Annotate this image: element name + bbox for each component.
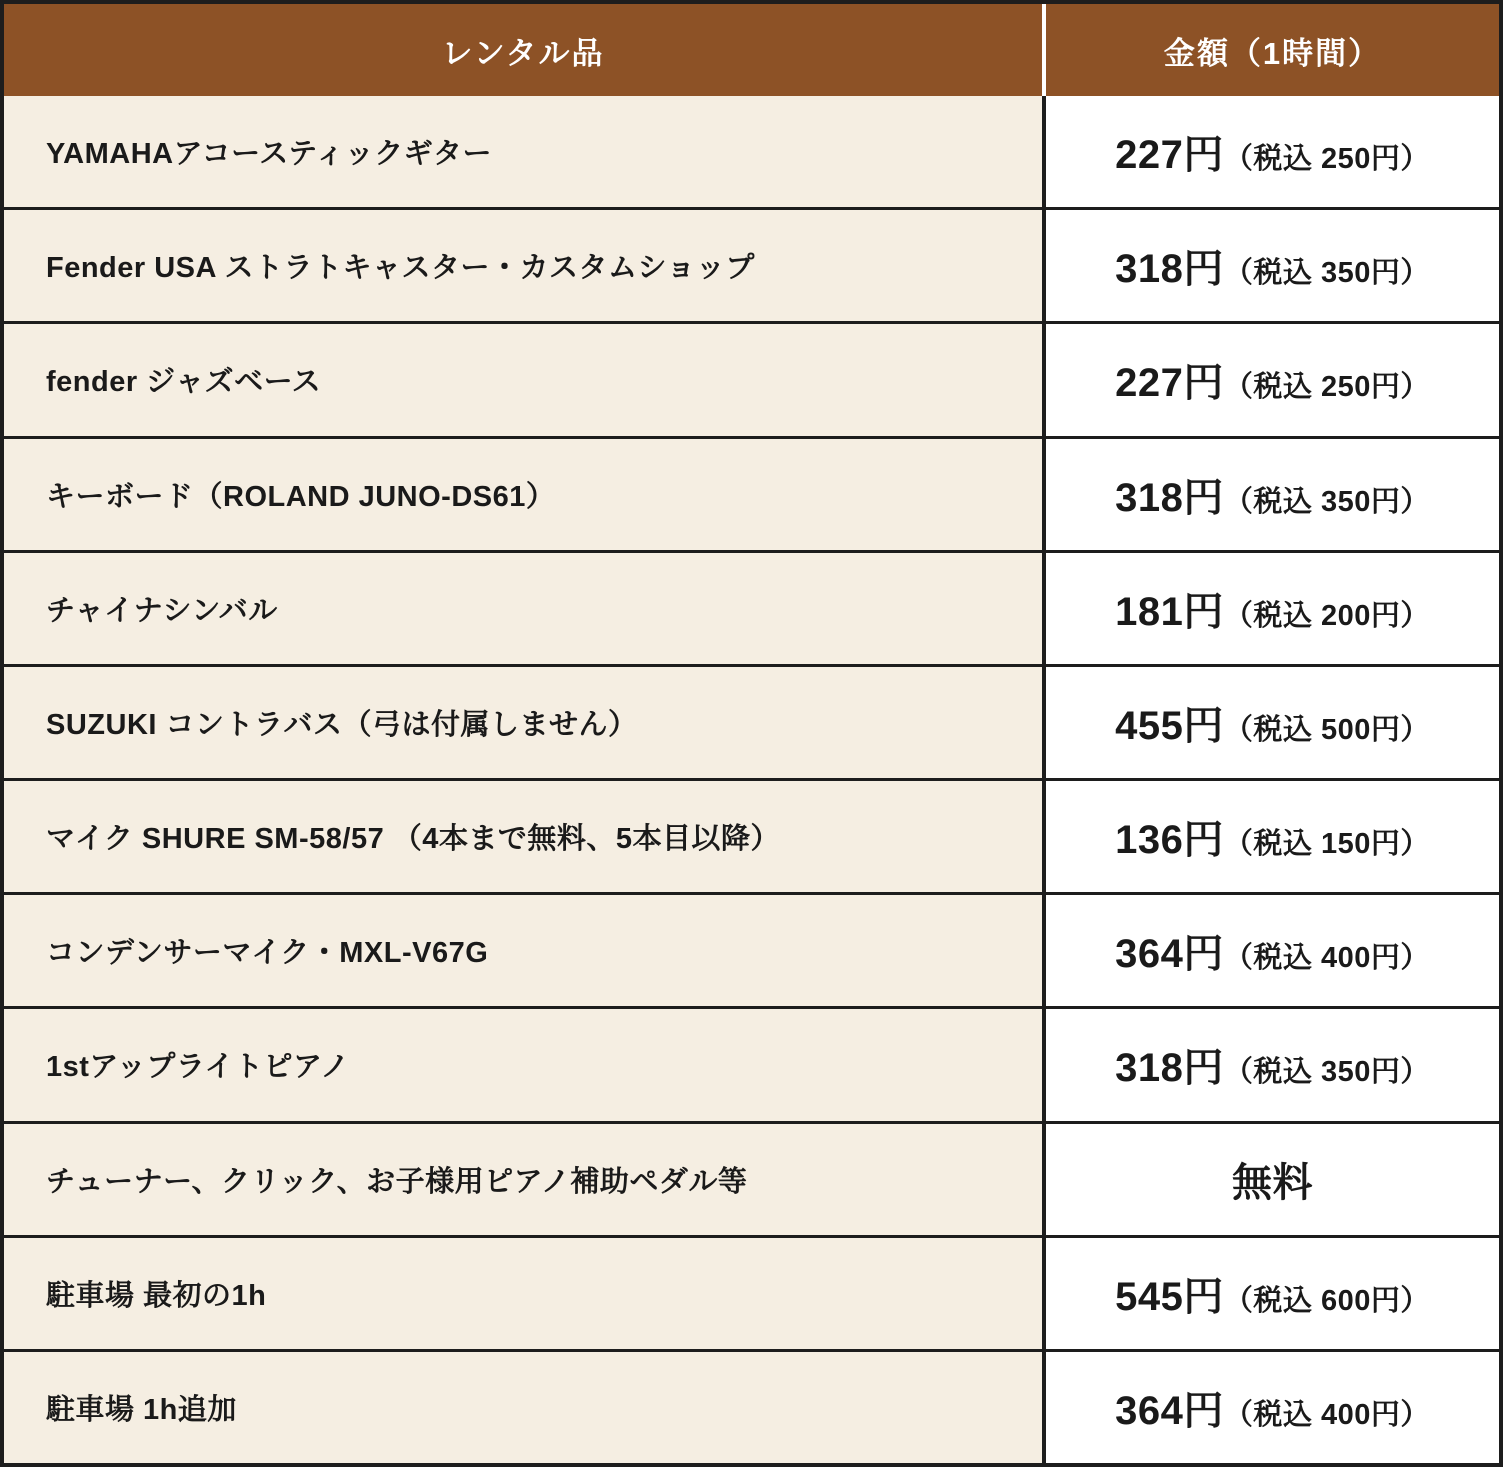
price-cell	[1042, 553, 1499, 664]
price-tax-included: （税込 150円）	[1223, 828, 1430, 861]
item-name-cell: マイク SHURE SM-58/57 （4本まで無料、5本目以降）	[4, 781, 1042, 892]
item-name-cell: 1stアップライトピアノ	[4, 1009, 1042, 1120]
price-cell	[1042, 667, 1499, 778]
price-amount: 227円	[1115, 361, 1224, 406]
price-tax-included: （税込 350円）	[1223, 1056, 1430, 1089]
header-price-column: 金額（1時間）	[1042, 4, 1499, 96]
price-tax-included: （税込 250円）	[1223, 143, 1430, 176]
item-name-cell: チャイナシンバル	[4, 553, 1042, 664]
price-tax-included: （税込 600円）	[1223, 1284, 1430, 1317]
table-row	[4, 892, 1499, 1006]
price-amount: 318円	[1115, 1046, 1224, 1091]
price-tax-included: （税込 350円）	[1223, 485, 1430, 518]
item-name-cell: fender ジャズベース	[4, 324, 1042, 435]
price-tax-included: （税込 250円）	[1223, 371, 1430, 404]
price-cell	[1042, 96, 1499, 207]
price-tax-included: （税込 200円）	[1223, 599, 1430, 632]
price-amount: 136円	[1115, 818, 1224, 863]
table-row	[4, 664, 1499, 778]
price-amount: 318円	[1115, 475, 1224, 520]
price-cell	[1042, 895, 1499, 1006]
table-row	[4, 436, 1499, 550]
table-row	[4, 1235, 1499, 1349]
price-cell	[1042, 210, 1499, 321]
price-amount: 227円	[1115, 133, 1224, 178]
price-amount: 181円	[1115, 589, 1224, 634]
price-amount: 455円	[1115, 703, 1224, 748]
price-amount: 364円	[1115, 932, 1224, 977]
price-cell	[1042, 1352, 1499, 1463]
table-body	[4, 96, 1499, 1463]
price-tax-included: （税込 400円）	[1223, 1398, 1430, 1431]
table-row	[4, 1349, 1499, 1463]
item-name-cell: コンデンサーマイク・MXL-V67G	[4, 895, 1042, 1006]
price-cell	[1042, 324, 1499, 435]
price-tax-included: （税込 400円）	[1223, 942, 1430, 975]
item-name-cell: YAMAHAアコースティックギター	[4, 96, 1042, 207]
table-row	[4, 321, 1499, 435]
price-tax-included: （税込 500円）	[1223, 713, 1430, 746]
price-cell	[1042, 1009, 1499, 1120]
item-name-cell: チューナー、クリック、お子様用ピアノ補助ペダル等	[4, 1124, 1042, 1235]
table-row	[4, 207, 1499, 321]
item-name-cell: 駐車場 1h追加	[4, 1352, 1042, 1463]
item-name-cell: Fender USA ストラトキャスター・カスタムショップ	[4, 210, 1042, 321]
header-item-column: レンタル品	[441, 35, 605, 71]
price-amount: 545円	[1115, 1274, 1224, 1319]
table-row	[4, 96, 1499, 207]
price-cell	[1042, 781, 1499, 892]
item-name-cell: キーボード（ROLAND JUNO-DS61）	[4, 439, 1042, 550]
price-amount: 無料	[1232, 1160, 1313, 1205]
table-row	[4, 1121, 1499, 1235]
table-header-row	[4, 4, 1499, 96]
price-amount: 318円	[1115, 247, 1224, 292]
price-cell	[1042, 1238, 1499, 1349]
table-row	[4, 778, 1499, 892]
price-cell	[1042, 439, 1499, 550]
table-row	[4, 550, 1499, 664]
item-name-cell: SUZUKI コントラバス（弓は付属しません）	[4, 667, 1042, 778]
price-cell	[1042, 1124, 1499, 1235]
price-amount: 364円	[1115, 1388, 1224, 1433]
table-row	[4, 1006, 1499, 1120]
price-tax-included: （税込 350円）	[1223, 257, 1430, 290]
item-name-cell: 駐車場 最初の1h	[4, 1238, 1042, 1349]
